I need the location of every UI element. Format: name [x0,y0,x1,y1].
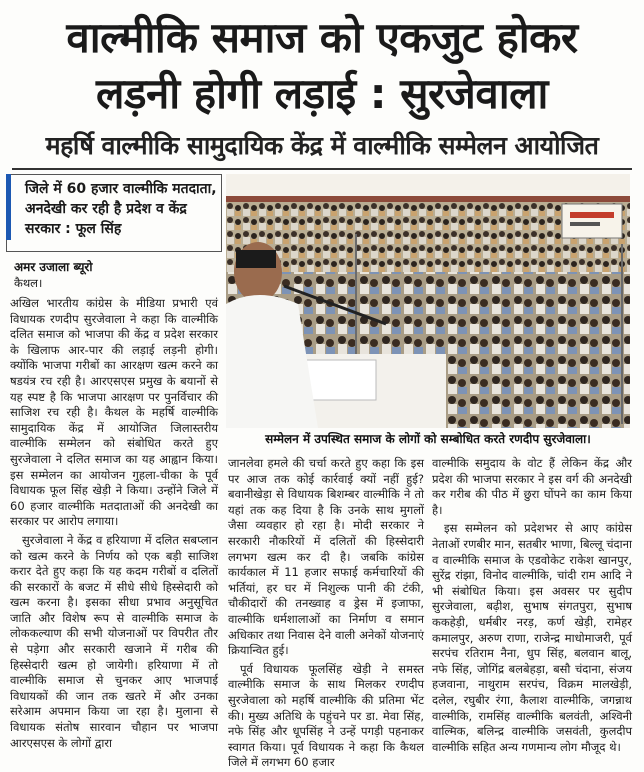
pullquote-box [6,174,222,252]
dateline: कैथल। [14,276,43,290]
paragraph: इस सम्मेलन को प्रदेशभर से आए कांग्रेस नेताओं रणबीर मान, सतबीर भाणा, बिल्लू चंदाना व वाल्मीकि समाज के एडवोकेट राकेश खानपुर, सुरेंद्र रांझा, विनोद वाल्मीकि, चांदी राम आदि ने भी संबोधित किया। इस अवसर पर सुदीप सुरजेवाला, बढ़ीश, सुभाष संगतपुरा, सुभाष ककहेड़ी, धर्मबीर नरड़, कर्ण खेड़ी, रामेहर कमालपुर, अरुण राणा, राजेन्द्र माधोमाजरी, पूर्व सरपंच रतिराम नैना, धुप सिंह, बलवान बालू, नफे सिंह, जोगिंद्र बलबेहड़ा, बसौ चंदाना, संजय हजवाना, नाथुराम सरपंच, विक्रम मालखेड़ी, दलेल, रघुबीर रंगा, कैलाश वाल्मीकि, जगन्नाथ वाल्मीकि, रामसिंह वाल्मीकि बलवंती, अश्विनी वाल्मिक, बलिन्द्र वाल्मीकि जसवंती, कुलदीप वाल्मीकि सहित अन्य गणमान्य लोग मौजूद थे। [432,521,632,754]
paragraph: सुरजेवाला ने केंद्र व हरियाणा में दलित सबप्लान को खत्म करने के निर्णय को एक बड़ी साजिश करार देते हुए कहा कि यह कदम गरीबों व दलितों की सरकारों के बजट में सीधे सीधे हिस्सेदारी को खत्म करना है। इसका सीधा प्रभाव अनुसूचित जाति और विशेष रूप से वाल्मीकि समाज के लोककल्याण की सभी योजनाओं पर विपरीत तौर से पड़ेगा और सरकारी खजाने में गरीब की हिस्सेदारी खत्म हो जायेगी। हरियाणा में तो वाल्मीकि समाज से चुनकर आए भाजपाई विधायकों की जान तक खतरे में और उनका सरेआम अपमान किया जा रहा है। मुलाना से विधायक संतोष सारवान चौहान पर भाजपा आरएसएस के लोगों द्वारा [10,532,218,750]
article-column-2 [228,456,424,771]
paragraph: पूर्व विधायक फूलसिंह खेड़ी ने समस्त वाल्मीकि समाज के साथ मिलकर रणदीप सुरजेवाला को महर्षि वाल्मीकि की प्रतिमा भेंट की। मुख्य अतिथि के पहुंचने पर डा. मेवा सिंह, नफे सिंह और धूपसिंह ने उन्हें पगड़ी पहनाकर स्वागत किया। पूर्व विधायक ने कहा कि कैथल जिले में लगभग 60 हजार [228,661,424,770]
article-column-1 [10,296,218,751]
news-photo [226,174,630,428]
pullquote-text: जिले में 60 हजार वाल्मीकि मतदाता, अनदेखी कर रही है प्रदेश व केंद्र सरकार : फूल सिंह [25,181,217,237]
headline-line-1: वाल्मीकि समाज को एकजुट होकर [66,13,578,62]
photo-caption: सम्मेलन में उपस्थित समाज के लोगों को सम्बोधित करते रणदीप सुरजेवाला। [265,432,591,446]
divider [12,168,632,170]
byline: अमर उजाला ब्यूरो [14,260,93,274]
rally-photo-illustration [226,174,630,428]
article-column-3 [432,456,632,755]
paragraph: जानलेवा हमले की चर्चा करते हुए कहा कि इस पर आज तक कोई कार्रवाई क्यों नहीं हुई? बवानीखेड़ा से विधायक बिशम्बर वाल्मीकि ने तो यहां तक कह दिया है कि उनके साथ मुगलों जैसा व्यवहार हो रहा है। मोदी सरकार ने सरकारी नौकरियों में दलितों की हिस्सेदारी लगभग खत्म कर दी है। जबकि कांग्रेस कार्यकाल में 11 हजार सफाई कर्मचारियों की भर्तियां, हर घर में निशुल्क पानी की टंकी, चौकीदारों की तनख्वाह व ड्रेस में इजाफा, वाल्मीकि धर्मशालाओं का निर्माण व समान अधिकार तथा निवास देने वाली अनेकों योजनाएं क्रियान्वित हुई। [228,456,424,658]
paragraph: अखिल भारतीय कांग्रेस के मीडिया प्रभारी एवं विधायक रणदीप सुरजेवाला ने कहा कि वाल्मीकि दलित समाज को भाजपा की केंद्र व प्रदेश सरकार के खिलाफ आर-पार की लड़ाई लड़नी होगी। क्योंकि भाजपा गरीबों का आरक्षण खत्म करने का षडयंत्र रच रही है। आरएसएस प्रमुख के बयानों से यह स्पष्ट है कि भाजपा आरक्षण पर पुनर्विचार की साजिश रच रही है। कैथल के महर्षि वाल्मीकि सामुदायिक केंद्र में आयोजित जिलास्तरीय वाल्मीकि सम्मेलन को संबोधित करते हुए सुरजेवाला ने दलित समाज का यह आह्वान किया। इस सम्मेलन का आयोजन गुहला-चीका के पूर्व विधायक फूल सिंह खेड़ी ने किया। उन्होंने जिले में 60 हजार वाल्मीकि मतदाताओं की अनदेखी का सरकार पर आरोप लगाया। [10,296,218,529]
subheadline: महर्षि वाल्मीकि सामुदायिक केंद्र में वाल्मीकि सम्मेलन आयोजित [45,131,599,160]
pullquote-accent-bar [6,174,11,240]
paragraph: वाल्मीकि समुदाय के वोट हैं लेकिन केंद्र और प्रदेश की भाजपा सरकार ने इस वर्ग की अनदेखी कर गरीब की पीठ में छुरा घोंपने का काम किया है। [432,456,632,517]
headline-line-2: लड़नी होगी लड़ाई : सुरजेवाला [96,69,548,118]
